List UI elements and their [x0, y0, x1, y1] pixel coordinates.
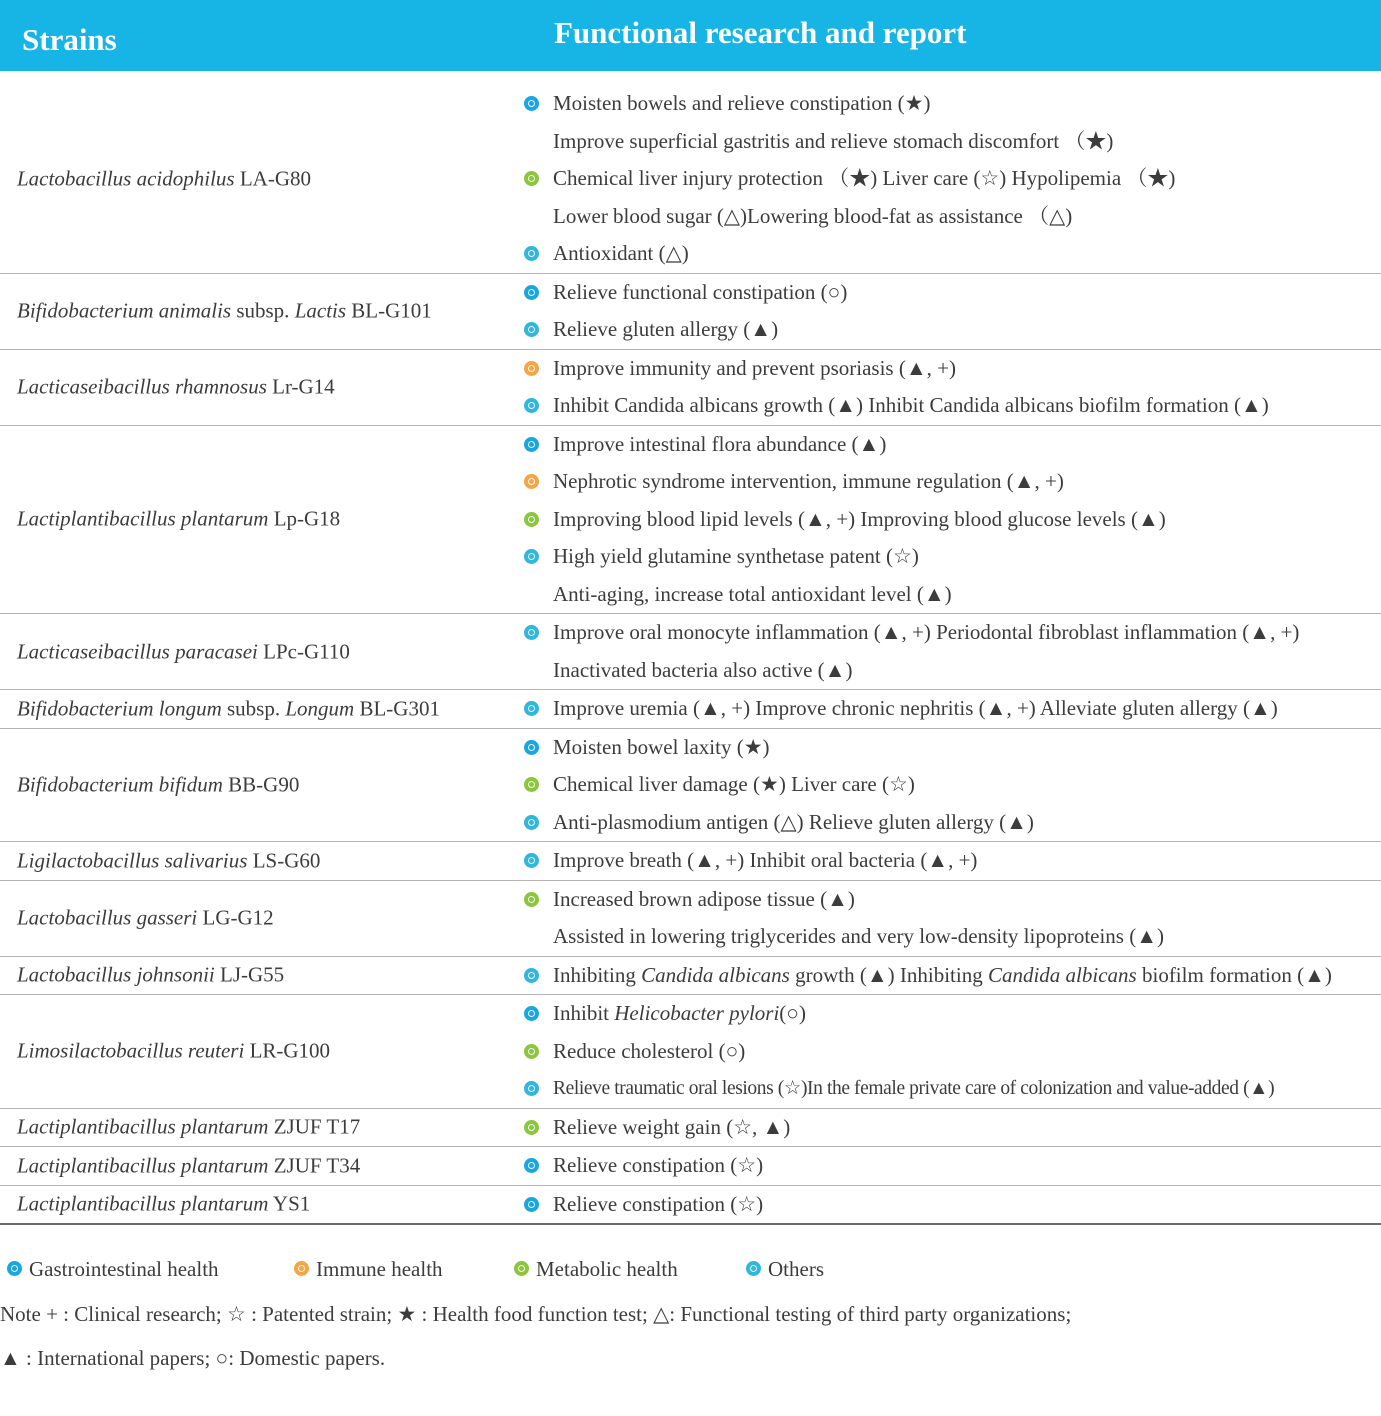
italic-text: Helicobacter pylori: [614, 1001, 780, 1025]
table-row: [0, 426, 1381, 615]
gastrointestinal-icon: [7, 1261, 22, 1276]
function-item: [522, 842, 1381, 880]
function-item: [522, 1186, 1381, 1224]
function-item: [522, 160, 1381, 198]
function-item: [522, 123, 1381, 161]
metabolic-icon: [524, 1044, 539, 1059]
function-item: [522, 766, 1381, 804]
function-list: [522, 1109, 1381, 1147]
metabolic-icon: [524, 512, 539, 527]
text: LJ-G55: [214, 962, 285, 987]
table-row: [0, 842, 1381, 881]
text: Inhibit: [553, 1001, 615, 1025]
strain-name: [17, 1115, 360, 1140]
text: Improve intestinal flora abundance (▲): [553, 431, 887, 456]
text: Relieve gluten allergy (▲): [553, 317, 779, 341]
function-item: [522, 311, 1381, 349]
text: High yield glutamine synthetase patent (☆): [553, 544, 919, 568]
italic-text: Ligilactobacillus salivarius: [17, 848, 248, 873]
function-item: [522, 501, 1381, 539]
italic-text: Bifidobacterium longum: [17, 696, 222, 721]
text: Lp-G18: [268, 506, 341, 531]
function-list: [522, 350, 1381, 425]
text: Improve oral monocyte inflammation (▲, +) Periodontal fibroblast inflammation (▲, +): [553, 620, 1300, 644]
table-row: [0, 881, 1381, 957]
italic-text: Lactobacillus johnsonii: [17, 962, 215, 987]
italic-text: Limosilactobacillus reuteri: [17, 1038, 245, 1063]
header-functional-research: Functional research and report: [554, 15, 967, 50]
table-header: [0, 0, 1381, 71]
gastrointestinal-icon: [524, 740, 539, 755]
function-item: [522, 804, 1381, 842]
function-item: [522, 538, 1381, 576]
text: Lower blood sugar (△)Lowering blood-fat as assistance （△): [553, 203, 1073, 228]
function-list: [522, 690, 1381, 728]
others-icon: [524, 322, 539, 337]
text: ZJUF T34: [268, 1153, 361, 1178]
text: Anti-aging, increase total antioxidant level (▲): [553, 581, 952, 606]
table-row: [0, 274, 1381, 350]
function-item: [522, 652, 1381, 690]
gastrointestinal-icon: [524, 1197, 539, 1212]
function-item: [522, 576, 1381, 614]
text: LPc-G110: [257, 639, 350, 663]
text: Chemical liver injury protection （★) Liver care (☆) Hypolipemia （★): [553, 166, 1176, 190]
text: Relieve weight gain (☆, ▲): [553, 1114, 791, 1139]
others-icon: [524, 853, 539, 868]
table-row: [0, 614, 1381, 690]
others-icon: [524, 625, 539, 640]
function-list: [522, 274, 1381, 349]
italic-text: Lactiplantibacillus plantarum: [17, 1191, 269, 1216]
metabolic-icon: [524, 1120, 539, 1135]
italic-text: Lactiplantibacillus plantarum: [17, 1153, 269, 1178]
metabolic-icon: [524, 171, 539, 186]
function-item: [522, 235, 1381, 273]
function-item: [522, 918, 1381, 956]
table-row: [0, 729, 1381, 843]
function-list: [522, 957, 1381, 995]
text: Relieve traumatic oral lesions (☆)In the female private care of colonization and value-added (▲): [553, 1078, 1275, 1099]
function-item: [522, 85, 1381, 123]
table-row: [0, 1147, 1381, 1186]
italic-text: Lacticaseibacillus paracasei: [17, 639, 258, 663]
function-item: [522, 274, 1381, 312]
strains-table: [0, 85, 1381, 1225]
function-item: [522, 387, 1381, 425]
table-row: [0, 957, 1381, 996]
text: Improve superficial gastritis and relieve stomach discomfort （★): [553, 128, 1114, 153]
strain-name: [17, 299, 432, 324]
strain-name: [17, 1039, 330, 1064]
italic-text: Lactiplantibacillus plantarum: [17, 1114, 269, 1139]
italic-text: Lactis: [294, 298, 347, 323]
legend-gastrointestinal: Gastrointestinal health: [29, 1257, 219, 1282]
table-row: [0, 995, 1381, 1109]
gastrointestinal-icon: [524, 437, 539, 452]
legend-metabolic: Metabolic health: [536, 1257, 678, 1282]
text: Reduce cholesterol (○): [553, 1038, 746, 1063]
text: Lr-G14: [266, 374, 335, 399]
function-item: [522, 881, 1381, 919]
function-item: [522, 690, 1381, 728]
function-list: [522, 614, 1381, 689]
legend-immune: Immune health: [316, 1257, 443, 1282]
text: subsp.: [231, 298, 295, 323]
text: LR-G100: [244, 1038, 331, 1063]
table-row: [0, 690, 1381, 729]
text: Inhibiting: [553, 962, 642, 987]
text: Inhibit Candida albicans growth (▲) Inhibit Candida albicans biofilm formation (▲): [553, 393, 1269, 417]
italic-text: Bifidobacterium animalis: [17, 298, 232, 323]
text: Increased brown adipose tissue (▲): [553, 886, 855, 911]
function-item: [522, 729, 1381, 767]
function-item: [522, 614, 1381, 652]
function-item: [522, 1033, 1381, 1071]
others-icon: [524, 398, 539, 413]
text: Relieve constipation (☆): [553, 1153, 764, 1177]
function-item: [522, 995, 1381, 1033]
function-list: [522, 1147, 1381, 1185]
text: Moisten bowels and relieve constipation (★): [553, 91, 931, 115]
note-line-1: Note + : Clinical research; ☆ : Patented strain; ★ : Health food function test; △: Functional testing of third party organizations;: [0, 1302, 1072, 1326]
text: Improve immunity and prevent psoriasis (▲, +): [553, 355, 956, 380]
gastrointestinal-icon: [524, 1006, 539, 1021]
strain-name: [17, 696, 440, 721]
others-icon: [746, 1261, 761, 1276]
text: Inactivated bacteria also active (▲): [553, 657, 853, 682]
function-list: [522, 729, 1381, 842]
function-list: [522, 426, 1381, 614]
strain-name: [17, 639, 350, 664]
function-list: [522, 1186, 1381, 1224]
text: ZJUF T17: [268, 1114, 361, 1139]
text: Improve breath (▲, +) Inhibit oral bacteria (▲, +): [553, 848, 978, 872]
function-item: [522, 957, 1381, 995]
gastrointestinal-icon: [524, 1158, 539, 1173]
text: biofilm formation (▲): [1136, 962, 1332, 987]
others-icon: [524, 701, 539, 716]
function-item: [522, 1109, 1381, 1147]
immune-icon: [524, 474, 539, 489]
table-row: [0, 350, 1381, 426]
immune-icon: [524, 361, 539, 376]
note-line-2: ▲ : International papers; ○: Domestic papers.: [0, 1346, 386, 1370]
text: LG-G12: [197, 905, 274, 930]
text: subsp.: [221, 696, 286, 721]
gastrointestinal-icon: [524, 285, 539, 300]
italic-text: Lactiplantibacillus plantarum: [17, 506, 269, 531]
text: (○): [779, 1001, 806, 1025]
strain-name: [17, 963, 284, 988]
italic-text: Candida albicans: [987, 962, 1137, 987]
italic-text: Lactobacillus acidophilus: [17, 166, 235, 191]
function-item: [522, 1070, 1381, 1108]
others-icon: [524, 1081, 539, 1096]
others-icon: [524, 549, 539, 564]
text: Anti-plasmodium antigen (△) Relieve gluten allergy (▲): [553, 809, 1034, 834]
strain-name: [17, 166, 311, 191]
strain-name: [17, 772, 299, 797]
strain-name: [17, 848, 320, 873]
text: Antioxidant (△): [553, 241, 689, 265]
metabolic-icon: [524, 777, 539, 792]
strain-name: [17, 375, 335, 400]
metabolic-icon: [524, 892, 539, 907]
text: Assisted in lowering triglycerides and very low-density lipoproteins (▲): [553, 924, 1164, 948]
italic-text: Longum: [285, 696, 355, 721]
table-row: [0, 1109, 1381, 1148]
text: BB-G90: [222, 772, 300, 797]
text: LA-G80: [234, 166, 311, 191]
function-list: [522, 881, 1381, 956]
text: Relieve constipation (☆): [553, 1191, 764, 1216]
header-strains: Strains: [22, 22, 117, 57]
italic-text: Bifidobacterium bifidum: [17, 772, 223, 797]
strain-name: [17, 906, 274, 931]
text: Moisten bowel laxity (★): [553, 734, 770, 759]
text: Improve uremia (▲, +) Improve chronic nephritis (▲, +) Alleviate gluten allergy (▲): [553, 696, 1278, 720]
function-item: [522, 463, 1381, 501]
metabolic-icon: [514, 1261, 529, 1276]
table-row: [0, 85, 1381, 274]
gastrointestinal-icon: [524, 96, 539, 111]
strain-name: [17, 1192, 310, 1217]
text: growth (▲) Inhibiting: [789, 962, 988, 987]
others-icon: [524, 246, 539, 261]
text: LS-G60: [247, 848, 321, 873]
function-list: [522, 85, 1381, 273]
text: BL-G301: [354, 696, 440, 721]
immune-icon: [294, 1261, 309, 1276]
strain-name: [17, 507, 340, 532]
others-icon: [524, 815, 539, 830]
function-item: [522, 426, 1381, 464]
function-item: [522, 198, 1381, 236]
function-list: [522, 842, 1381, 880]
text: Improving blood lipid levels (▲, +) Improving blood glucose levels (▲): [553, 506, 1166, 531]
text: BL-G101: [346, 298, 432, 323]
table-row: [0, 1186, 1381, 1226]
italic-text: Candida albicans: [641, 962, 790, 987]
legend-others: Others: [768, 1257, 824, 1282]
text: YS1: [268, 1191, 311, 1216]
others-icon: [524, 968, 539, 983]
italic-text: Lactobacillus gasseri: [17, 905, 198, 930]
function-item: [522, 1147, 1381, 1185]
function-list: [522, 995, 1381, 1108]
italic-text: Lacticaseibacillus rhamnosus: [17, 374, 267, 399]
text: Chemical liver damage (★) Liver care (☆): [553, 772, 915, 796]
strain-name: [17, 1153, 360, 1178]
text: Relieve functional constipation (○): [553, 279, 848, 304]
text: Nephrotic syndrome intervention, immune regulation (▲, +): [553, 469, 1064, 493]
function-item: [522, 350, 1381, 388]
